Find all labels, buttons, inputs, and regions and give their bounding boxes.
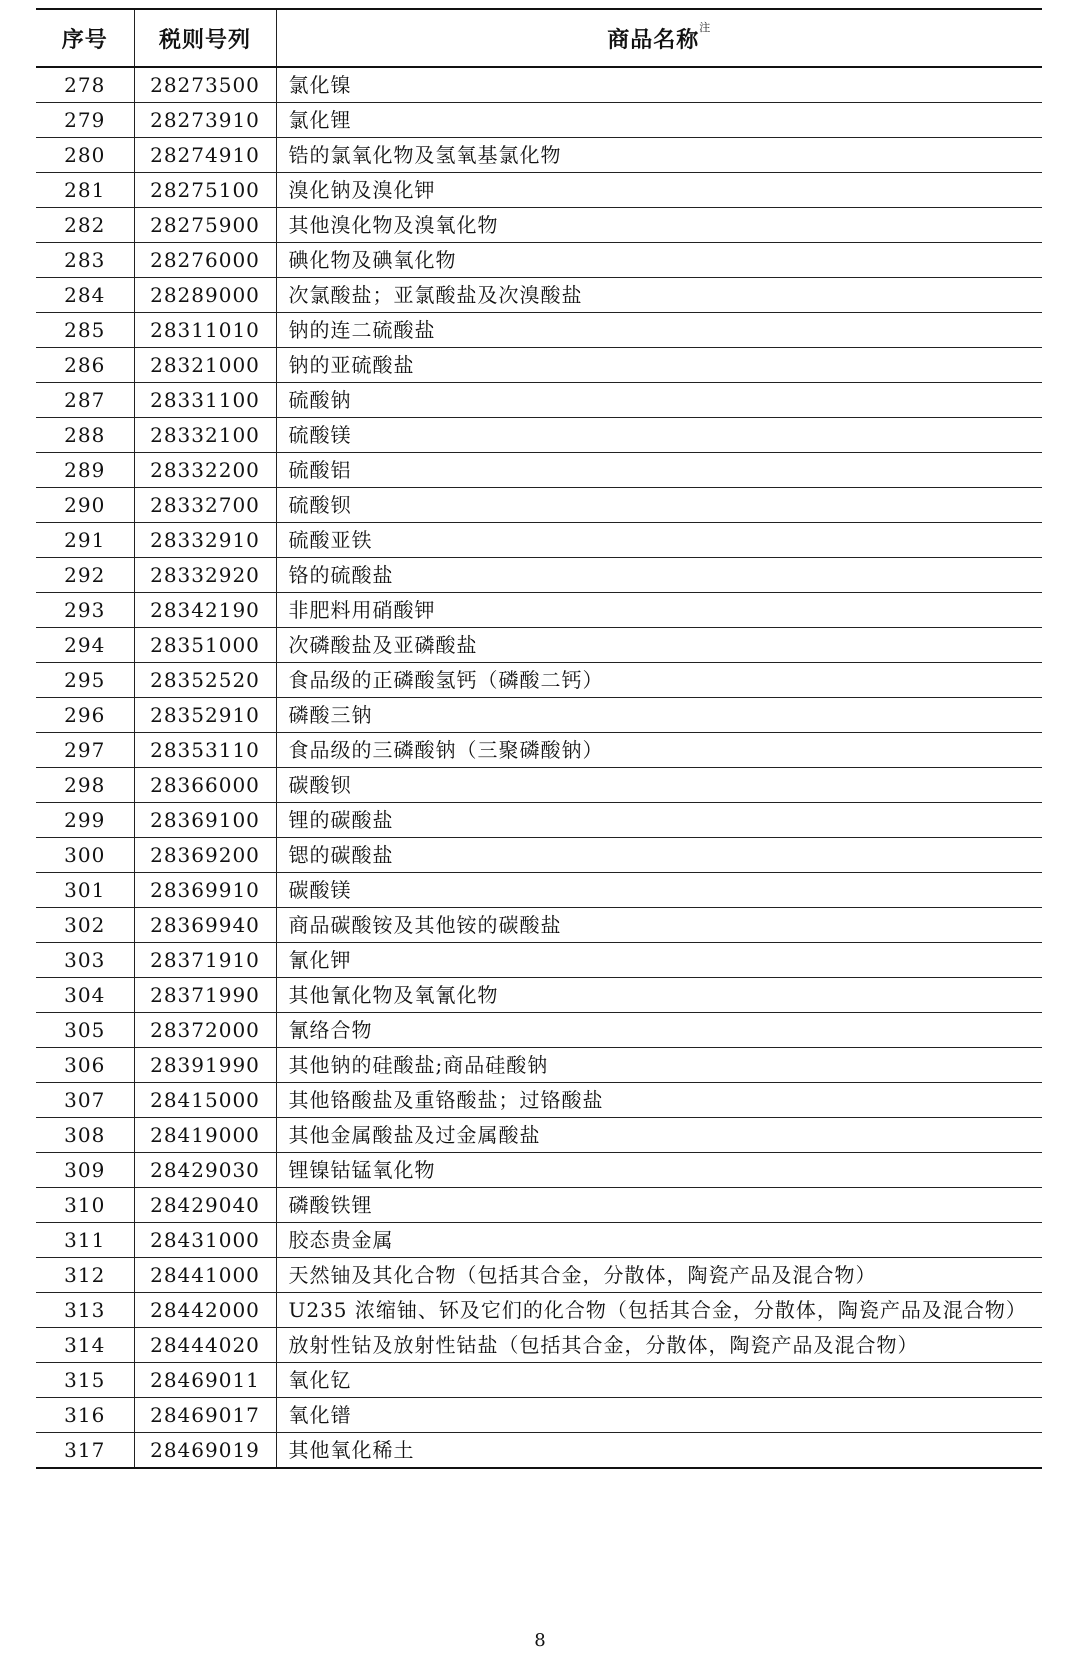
cell-product-name: 次磷酸盐及亚磷酸盐 <box>276 628 1042 663</box>
cell-tariff-code: 28351000 <box>134 628 276 663</box>
cell-product-name: 氰化钾 <box>276 943 1042 978</box>
cell-tariff-code: 28369200 <box>134 838 276 873</box>
cell-product-name: 钠的亚硫酸盐 <box>276 348 1042 383</box>
cell-product-name: 其他氧化稀土 <box>276 1433 1042 1469</box>
cell-serial-number: 289 <box>36 453 134 488</box>
cell-serial-number: 284 <box>36 278 134 313</box>
cell-serial-number: 303 <box>36 943 134 978</box>
header-tariff-code: 税则号列 <box>134 9 276 67</box>
table-row <box>36 1293 1042 1328</box>
cell-tariff-code: 28331100 <box>134 383 276 418</box>
cell-product-name: 锂的碳酸盐 <box>276 803 1042 838</box>
cell-tariff-code: 28289000 <box>134 278 276 313</box>
cell-tariff-code: 28431000 <box>134 1223 276 1258</box>
cell-product-name: 铬的硫酸盐 <box>276 558 1042 593</box>
cell-product-name: 磷酸铁锂 <box>276 1188 1042 1223</box>
cell-tariff-code: 28371910 <box>134 943 276 978</box>
cell-product-name: 其他溴化物及溴氧化物 <box>276 208 1042 243</box>
cell-tariff-code: 28352910 <box>134 698 276 733</box>
table-row <box>36 803 1042 838</box>
header-row <box>36 9 1042 67</box>
cell-serial-number: 310 <box>36 1188 134 1223</box>
cell-serial-number: 301 <box>36 873 134 908</box>
cell-tariff-code: 28273910 <box>134 103 276 138</box>
cell-serial-number: 313 <box>36 1293 134 1328</box>
cell-tariff-code: 28332910 <box>134 523 276 558</box>
table-header <box>36 9 1042 67</box>
cell-product-name: 碳酸镁 <box>276 873 1042 908</box>
table-row <box>36 593 1042 628</box>
table-row <box>36 1118 1042 1153</box>
table-row <box>36 488 1042 523</box>
cell-tariff-code: 28275100 <box>134 173 276 208</box>
cell-serial-number: 302 <box>36 908 134 943</box>
cell-product-name: 锆的氯氧化物及氢氧基氯化物 <box>276 138 1042 173</box>
cell-tariff-code: 28369910 <box>134 873 276 908</box>
cell-tariff-code: 28429040 <box>134 1188 276 1223</box>
cell-product-name: 锶的碳酸盐 <box>276 838 1042 873</box>
cell-tariff-code: 28332200 <box>134 453 276 488</box>
cell-serial-number: 278 <box>36 67 134 103</box>
cell-serial-number: 304 <box>36 978 134 1013</box>
cell-tariff-code: 28444020 <box>134 1328 276 1363</box>
header-note-marker: 注 <box>699 20 712 34</box>
table-row <box>36 173 1042 208</box>
cell-product-name: 其他铬酸盐及重铬酸盐；过铬酸盐 <box>276 1083 1042 1118</box>
table-row <box>36 1223 1042 1258</box>
table-row <box>36 873 1042 908</box>
cell-serial-number: 297 <box>36 733 134 768</box>
table-row <box>36 1398 1042 1433</box>
cell-serial-number: 307 <box>36 1083 134 1118</box>
cell-serial-number: 279 <box>36 103 134 138</box>
cell-tariff-code: 28342190 <box>134 593 276 628</box>
cell-tariff-code: 28311010 <box>134 313 276 348</box>
cell-serial-number: 300 <box>36 838 134 873</box>
cell-product-name: 硫酸铝 <box>276 453 1042 488</box>
table-row <box>36 208 1042 243</box>
cell-serial-number: 295 <box>36 663 134 698</box>
cell-serial-number: 316 <box>36 1398 134 1433</box>
cell-product-name: 胶态贵金属 <box>276 1223 1042 1258</box>
cell-serial-number: 291 <box>36 523 134 558</box>
header-product-name-label: 商品名称 <box>607 26 700 53</box>
cell-tariff-code: 28366000 <box>134 768 276 803</box>
cell-product-name: 食品级的正磷酸氢钙（磷酸二钙） <box>276 663 1042 698</box>
table-row <box>36 663 1042 698</box>
table-row <box>36 943 1042 978</box>
table-row <box>36 1363 1042 1398</box>
cell-serial-number: 286 <box>36 348 134 383</box>
cell-product-name: 硫酸钡 <box>276 488 1042 523</box>
table-row <box>36 453 1042 488</box>
cell-product-name: 非肥料用硝酸钾 <box>276 593 1042 628</box>
cell-tariff-code: 28332920 <box>134 558 276 593</box>
table-row <box>36 523 1042 558</box>
cell-tariff-code: 28441000 <box>134 1258 276 1293</box>
table-row <box>36 313 1042 348</box>
cell-tariff-code: 28276000 <box>134 243 276 278</box>
cell-product-name: 商品碳酸铵及其他铵的碳酸盐 <box>276 908 1042 943</box>
cell-product-name: 放射性钴及放射性钴盐（包括其合金，分散体，陶瓷产品及混合物） <box>276 1328 1042 1363</box>
cell-product-name: 碳酸钡 <box>276 768 1042 803</box>
cell-tariff-code: 28353110 <box>134 733 276 768</box>
cell-tariff-code: 28332700 <box>134 488 276 523</box>
cell-product-name: 溴化钠及溴化钾 <box>276 173 1042 208</box>
cell-tariff-code: 28369940 <box>134 908 276 943</box>
cell-tariff-code: 28469011 <box>134 1363 276 1398</box>
cell-tariff-code: 28442000 <box>134 1293 276 1328</box>
table-row <box>36 1083 1042 1118</box>
cell-product-name: U235 浓缩铀、钚及它们的化合物（包括其合金，分散体，陶瓷产品及混合物） <box>276 1293 1042 1328</box>
table-row <box>36 348 1042 383</box>
cell-product-name: 氯化镍 <box>276 67 1042 103</box>
cell-serial-number: 281 <box>36 173 134 208</box>
table-body <box>36 67 1042 1468</box>
cell-product-name: 氧化钇 <box>276 1363 1042 1398</box>
table-row <box>36 278 1042 313</box>
cell-serial-number: 294 <box>36 628 134 663</box>
table-row <box>36 1153 1042 1188</box>
cell-serial-number: 315 <box>36 1363 134 1398</box>
table-row <box>36 1433 1042 1469</box>
cell-product-name: 次氯酸盐；亚氯酸盐及次溴酸盐 <box>276 278 1042 313</box>
table-row <box>36 138 1042 173</box>
cell-serial-number: 280 <box>36 138 134 173</box>
cell-serial-number: 285 <box>36 313 134 348</box>
cell-serial-number: 312 <box>36 1258 134 1293</box>
cell-tariff-code: 28469019 <box>134 1433 276 1469</box>
cell-product-name: 硫酸镁 <box>276 418 1042 453</box>
table-row <box>36 1328 1042 1363</box>
cell-serial-number: 287 <box>36 383 134 418</box>
cell-tariff-code: 28429030 <box>134 1153 276 1188</box>
header-product-name <box>276 9 1042 67</box>
cell-product-name: 其他钠的硅酸盐;商品硅酸钠 <box>276 1048 1042 1083</box>
table-row <box>36 1258 1042 1293</box>
cell-serial-number: 317 <box>36 1433 134 1469</box>
cell-tariff-code: 28352520 <box>134 663 276 698</box>
cell-product-name: 食品级的三磷酸钠（三聚磷酸钠） <box>276 733 1042 768</box>
cell-tariff-code: 28419000 <box>134 1118 276 1153</box>
cell-serial-number: 282 <box>36 208 134 243</box>
cell-product-name: 氰络合物 <box>276 1013 1042 1048</box>
cell-tariff-code: 28275900 <box>134 208 276 243</box>
cell-serial-number: 299 <box>36 803 134 838</box>
table-row <box>36 67 1042 103</box>
cell-tariff-code: 28369100 <box>134 803 276 838</box>
cell-product-name: 氧化镨 <box>276 1398 1042 1433</box>
cell-product-name: 锂镍钴锰氧化物 <box>276 1153 1042 1188</box>
cell-product-name: 天然铀及其化合物（包括其合金，分散体，陶瓷产品及混合物） <box>276 1258 1042 1293</box>
cell-tariff-code: 28391990 <box>134 1048 276 1083</box>
cell-tariff-code: 28321000 <box>134 348 276 383</box>
table-row <box>36 243 1042 278</box>
cell-tariff-code: 28273500 <box>134 67 276 103</box>
tariff-table <box>36 8 1042 1469</box>
table-row <box>36 1048 1042 1083</box>
table-row <box>36 838 1042 873</box>
cell-product-name: 磷酸三钠 <box>276 698 1042 733</box>
table-row <box>36 418 1042 453</box>
table-row <box>36 978 1042 1013</box>
cell-product-name: 钠的连二硫酸盐 <box>276 313 1042 348</box>
cell-tariff-code: 28332100 <box>134 418 276 453</box>
page-number: 8 <box>534 1630 546 1651</box>
cell-serial-number: 314 <box>36 1328 134 1363</box>
cell-serial-number: 308 <box>36 1118 134 1153</box>
cell-product-name: 氯化锂 <box>276 103 1042 138</box>
table-row <box>36 768 1042 803</box>
cell-tariff-code: 28274910 <box>134 138 276 173</box>
cell-tariff-code: 28371990 <box>134 978 276 1013</box>
header-serial-number: 序号 <box>36 9 134 67</box>
cell-serial-number: 305 <box>36 1013 134 1048</box>
table-row <box>36 103 1042 138</box>
cell-serial-number: 290 <box>36 488 134 523</box>
table-row <box>36 558 1042 593</box>
cell-product-name: 硫酸钠 <box>276 383 1042 418</box>
table-row <box>36 1013 1042 1048</box>
cell-serial-number: 306 <box>36 1048 134 1083</box>
cell-tariff-code: 28469017 <box>134 1398 276 1433</box>
cell-serial-number: 292 <box>36 558 134 593</box>
cell-serial-number: 293 <box>36 593 134 628</box>
table-row <box>36 383 1042 418</box>
cell-serial-number: 288 <box>36 418 134 453</box>
cell-product-name: 硫酸亚铁 <box>276 523 1042 558</box>
cell-tariff-code: 28372000 <box>134 1013 276 1048</box>
table-row <box>36 908 1042 943</box>
table-row <box>36 1188 1042 1223</box>
table-row <box>36 628 1042 663</box>
cell-serial-number: 296 <box>36 698 134 733</box>
cell-product-name: 其他氰化物及氧氰化物 <box>276 978 1042 1013</box>
cell-tariff-code: 28415000 <box>134 1083 276 1118</box>
cell-serial-number: 311 <box>36 1223 134 1258</box>
cell-serial-number: 298 <box>36 768 134 803</box>
cell-product-name: 碘化物及碘氧化物 <box>276 243 1042 278</box>
cell-serial-number: 283 <box>36 243 134 278</box>
cell-product-name: 其他金属酸盐及过金属酸盐 <box>276 1118 1042 1153</box>
table-row <box>36 698 1042 733</box>
table-row <box>36 733 1042 768</box>
cell-serial-number: 309 <box>36 1153 134 1188</box>
